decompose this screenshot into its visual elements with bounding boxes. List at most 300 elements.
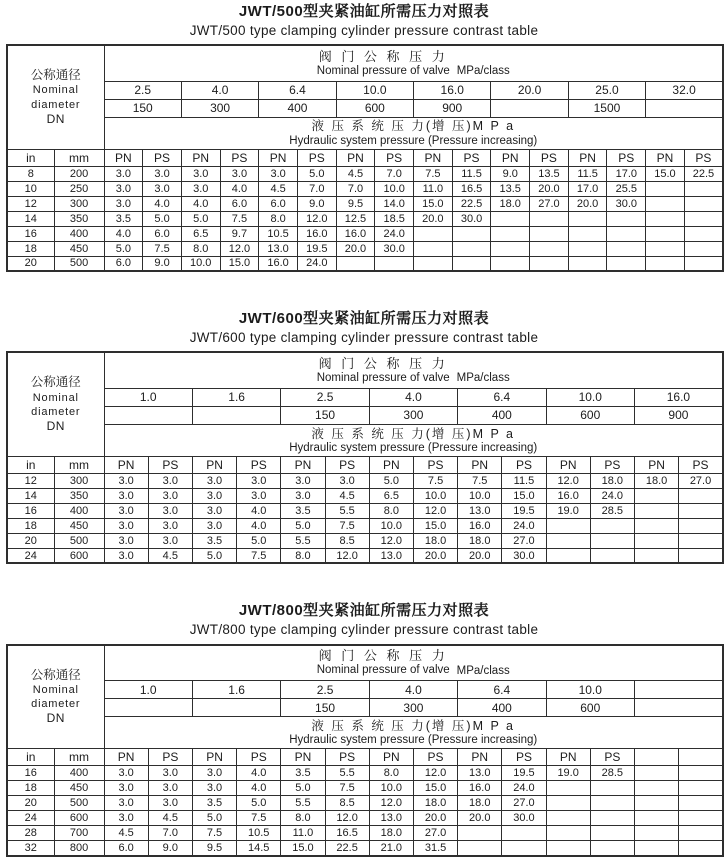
col-header-mm: mm: [54, 456, 104, 473]
mm-value-cell: 250: [54, 181, 104, 196]
data-cell: [646, 196, 685, 211]
data-cell: [458, 841, 502, 856]
class-value-cell: 300: [181, 99, 258, 117]
mm-value-cell: 400: [54, 503, 104, 518]
data-cell: [546, 826, 590, 841]
data-cell: 7.5: [414, 166, 453, 181]
data-cell: 11.5: [452, 166, 491, 181]
pnps-header-cell: PN: [458, 749, 502, 766]
hydraulic-pressure-header: [104, 717, 723, 749]
in-value-cell: 10: [7, 181, 54, 196]
pnps-header-cell: PS: [237, 749, 281, 766]
mm-value-cell: 350: [54, 488, 104, 503]
data-cell: [679, 518, 723, 533]
table-title-en: JWT/800 type clamping cylinder pressure contrast table: [189, 622, 539, 638]
pnps-header-cell: PN: [634, 456, 678, 473]
data-cell: 15.0: [220, 256, 259, 271]
data-cell: 10.0: [458, 488, 502, 503]
data-cell: 19.5: [502, 503, 546, 518]
data-cell: 8.0: [369, 766, 413, 781]
data-cell: 18.0: [413, 533, 457, 548]
nominal-diameter-dn: DN: [46, 711, 65, 726]
in-value-cell: 18: [7, 241, 54, 256]
mm-value-cell: 450: [54, 781, 104, 796]
data-cell: 15.0: [502, 488, 546, 503]
data-cell: 7.0: [297, 181, 336, 196]
data-cell: 18.5: [375, 211, 414, 226]
data-cell: 3.0: [181, 166, 220, 181]
data-cell: [568, 256, 607, 271]
pressure-value-cell: 1.0: [104, 388, 192, 406]
pnps-header-cell: PS: [325, 749, 369, 766]
data-cell: 7.0: [336, 181, 375, 196]
data-cell: 4.0: [237, 503, 281, 518]
hydraulic-pressure-header: [104, 424, 723, 456]
data-cell: [530, 211, 569, 226]
data-cell: 5.0: [369, 473, 413, 488]
data-cell: 5.5: [281, 796, 325, 811]
pnps-header-cell: PN: [192, 749, 236, 766]
pressure-value-cell: 1.6: [192, 388, 280, 406]
class-value-cell: 1500: [568, 99, 645, 117]
data-cell: 3.0: [237, 473, 281, 488]
data-cell: 3.0: [104, 811, 148, 826]
data-cell: 5.0: [281, 518, 325, 533]
data-cell: 7.5: [237, 811, 281, 826]
data-cell: [414, 256, 453, 271]
mpa-class-label: MPa/class: [456, 65, 510, 78]
data-cell: [375, 256, 414, 271]
valve-pressure-zh: 阀 门 公 称 压 力: [318, 648, 448, 664]
data-cell: 13.0: [259, 241, 298, 256]
pressure-value-cell: 2.5: [281, 388, 369, 406]
data-cell: [590, 811, 634, 826]
data-cell: 3.0: [281, 488, 325, 503]
mm-value-cell: 350: [54, 211, 104, 226]
pnps-header-cell: PS: [590, 456, 634, 473]
pressure-value-cell: 10.0: [336, 81, 413, 99]
data-cell: 3.0: [148, 766, 192, 781]
data-cell: [568, 241, 607, 256]
data-cell: 16.5: [452, 181, 491, 196]
pressure-value-cell: 4.0: [369, 388, 457, 406]
mm-value-cell: 600: [54, 811, 104, 826]
data-cell: [546, 841, 590, 856]
nominal-diameter-header: [7, 45, 104, 149]
mpa-class-label: MPa/class: [456, 664, 510, 677]
data-cell: 5.0: [104, 241, 143, 256]
data-cell: 5.0: [192, 811, 236, 826]
data-cell: 3.0: [104, 766, 148, 781]
nominal-diameter-en-2: diameter: [31, 698, 81, 711]
data-cell: [634, 796, 678, 811]
data-cell: 20.0: [568, 196, 607, 211]
data-cell: [607, 226, 646, 241]
data-cell: 12.0: [413, 766, 457, 781]
data-cell: 10.0: [181, 256, 220, 271]
data-cell: [679, 826, 723, 841]
data-cell: 3.0: [148, 781, 192, 796]
class-value-cell: [192, 406, 280, 424]
data-cell: 7.0: [148, 826, 192, 841]
data-cell: 7.5: [220, 211, 259, 226]
data-cell: 3.0: [259, 166, 298, 181]
data-cell: 31.5: [413, 841, 457, 856]
table-row: [7, 826, 723, 841]
pressure-value-cell: 20.0: [491, 81, 568, 99]
nominal-diameter-en-1: Nominal: [32, 683, 79, 696]
data-cell: 19.5: [502, 766, 546, 781]
data-cell: 3.0: [104, 796, 148, 811]
data-cell: 14.5: [237, 841, 281, 856]
data-cell: 5.0: [181, 211, 220, 226]
pnps-header-cell: PS: [530, 149, 569, 166]
data-cell: 5.0: [192, 548, 236, 563]
class-value-cell: [104, 406, 192, 424]
data-cell: 12.0: [325, 548, 369, 563]
data-cell: 7.5: [325, 781, 369, 796]
pressure-value-cell: 10.0: [546, 388, 634, 406]
data-cell: [414, 241, 453, 256]
data-cell: 6.5: [369, 488, 413, 503]
data-cell: 3.0: [192, 766, 236, 781]
class-value-cell: 150: [281, 406, 369, 424]
class-value-cell: 300: [369, 406, 457, 424]
data-cell: 3.0: [192, 488, 236, 503]
data-cell: 18.0: [458, 533, 502, 548]
data-cell: 18.0: [413, 796, 457, 811]
nominal-diameter-zh: 公称通径: [30, 375, 81, 390]
data-cell: [679, 781, 723, 796]
jwt800-table-section: [0, 602, 728, 856]
data-cell: 3.0: [104, 518, 148, 533]
data-cell: [568, 226, 607, 241]
data-cell: 28.5: [590, 766, 634, 781]
data-cell: 9.7: [220, 226, 259, 241]
class-value-cell: 150: [281, 699, 369, 717]
data-cell: 16.5: [325, 826, 369, 841]
data-cell: 3.0: [104, 166, 143, 181]
data-cell: 20.0: [458, 548, 502, 563]
class-value-cell: 900: [634, 406, 722, 424]
nominal-diameter-zh: 公称通径: [30, 68, 81, 83]
data-cell: 10.0: [369, 781, 413, 796]
valve-pressure-zh: 阀 门 公 称 压 力: [318, 355, 448, 371]
data-cell: 8.0: [281, 811, 325, 826]
data-cell: 27.0: [502, 796, 546, 811]
data-cell: [679, 796, 723, 811]
data-cell: 3.0: [148, 533, 192, 548]
data-cell: 3.0: [220, 166, 259, 181]
data-cell: 7.5: [458, 473, 502, 488]
data-cell: 3.0: [325, 473, 369, 488]
data-cell: [590, 781, 634, 796]
in-value-cell: 16: [7, 503, 54, 518]
data-cell: [634, 533, 678, 548]
nominal-diameter-en-1: Nominal: [32, 391, 79, 404]
data-cell: 13.0: [458, 766, 502, 781]
pnps-header-cell: PS: [297, 149, 336, 166]
data-cell: 7.5: [325, 518, 369, 533]
mm-value-cell: 400: [54, 226, 104, 241]
pnps-header-cell: PN: [104, 749, 148, 766]
pnps-header-cell: PS: [148, 749, 192, 766]
mm-value-cell: 450: [54, 241, 104, 256]
table-row: [7, 796, 723, 811]
data-cell: 5.0: [237, 533, 281, 548]
mm-value-cell: 200: [54, 166, 104, 181]
table-row: [7, 766, 723, 781]
data-cell: 12.0: [546, 473, 590, 488]
hydraulic-pressure-header: [104, 117, 723, 149]
pnps-header-cell: PS: [607, 149, 646, 166]
data-cell: 30.0: [607, 196, 646, 211]
data-cell: 18.0: [458, 796, 502, 811]
col-header-mm: mm: [54, 749, 104, 766]
pnps-header-cell: PS: [590, 749, 634, 766]
table-row: [7, 166, 723, 181]
data-cell: 4.0: [104, 226, 143, 241]
pressure-value-cell: 25.0: [568, 81, 645, 99]
data-cell: [684, 241, 723, 256]
data-cell: 4.5: [148, 548, 192, 563]
valve-pressure-zh: 阀 门 公 称 压 力: [318, 48, 448, 64]
pnps-header-cell: PS: [452, 149, 491, 166]
class-value-cell: 600: [336, 99, 413, 117]
class-value-cell: [491, 99, 568, 117]
data-cell: 12.0: [369, 533, 413, 548]
hydraulic-pressure-zh: 液 压 系 统 压 力(增 压)M P a: [311, 426, 515, 441]
mm-value-cell: 500: [54, 533, 104, 548]
class-value-cell: 150: [104, 99, 181, 117]
table-row: [7, 503, 723, 518]
in-value-cell: 16: [7, 766, 54, 781]
in-value-cell: 20: [7, 256, 54, 271]
data-cell: [546, 796, 590, 811]
pressure-value-cell: 10.0: [546, 681, 634, 699]
hydraulic-pressure-en: Hydraulic system pressure (Pressure increasing): [289, 134, 538, 147]
data-cell: [491, 241, 530, 256]
data-cell: [590, 518, 634, 533]
table-row: [7, 241, 723, 256]
data-cell: [336, 256, 375, 271]
data-cell: 27.0: [502, 533, 546, 548]
pnps-header-cell: PN: [259, 149, 298, 166]
class-value-cell: 300: [369, 699, 457, 717]
data-cell: 3.0: [192, 781, 236, 796]
class-value-cell: 600: [546, 699, 634, 717]
pnps-header-cell: PS: [502, 749, 546, 766]
col-header-mm: mm: [54, 149, 104, 166]
data-cell: [646, 181, 685, 196]
pnps-header-cell: PN: [281, 456, 325, 473]
data-cell: 20.0: [414, 211, 453, 226]
table-title-zh: JWT/600型夹紧油缸所需压力对照表: [238, 310, 490, 328]
data-cell: 6.0: [220, 196, 259, 211]
data-cell: 8.0: [369, 503, 413, 518]
data-cell: 18.0: [590, 473, 634, 488]
data-cell: 4.5: [148, 811, 192, 826]
data-cell: 10.0: [369, 518, 413, 533]
data-cell: 11.0: [414, 181, 453, 196]
in-value-cell: 20: [7, 533, 54, 548]
data-cell: [590, 548, 634, 563]
pressure-value-cell: 2.5: [104, 81, 181, 99]
valve-pressure-header: [104, 45, 723, 81]
col-header-in: in: [7, 456, 54, 473]
pressure-value-cell: 1.6: [192, 681, 280, 699]
data-cell: 9.5: [336, 196, 375, 211]
data-cell: 16.0: [259, 256, 298, 271]
data-cell: 24.0: [502, 518, 546, 533]
data-cell: 9.0: [148, 841, 192, 856]
in-value-cell: 28: [7, 826, 54, 841]
data-cell: 4.0: [237, 781, 281, 796]
data-cell: 19.5: [297, 241, 336, 256]
class-value-cell: [634, 699, 722, 717]
pnps-header-cell: PN: [458, 456, 502, 473]
data-cell: 15.0: [413, 781, 457, 796]
table-title-zh: JWT/500型夹紧油缸所需压力对照表: [238, 3, 490, 20]
class-value-cell: 400: [259, 99, 336, 117]
data-cell: 16.0: [546, 488, 590, 503]
class-value-cell: [104, 699, 192, 717]
data-cell: [546, 518, 590, 533]
data-cell: 15.0: [281, 841, 325, 856]
data-cell: 6.0: [104, 841, 148, 856]
data-cell: [634, 841, 678, 856]
data-cell: 15.0: [414, 196, 453, 211]
data-cell: 3.0: [148, 473, 192, 488]
data-cell: 10.5: [237, 826, 281, 841]
pressure-value-cell: 16.0: [634, 388, 722, 406]
pnps-header-cell: PN: [104, 149, 143, 166]
data-cell: 20.0: [458, 811, 502, 826]
data-cell: [679, 841, 723, 856]
class-value-cell: 400: [458, 699, 546, 717]
data-cell: [607, 241, 646, 256]
data-cell: [646, 256, 685, 271]
data-cell: 3.0: [281, 473, 325, 488]
data-cell: [634, 488, 678, 503]
data-cell: [491, 211, 530, 226]
data-cell: [546, 533, 590, 548]
data-cell: [452, 226, 491, 241]
data-cell: 21.0: [369, 841, 413, 856]
data-cell: 13.0: [458, 503, 502, 518]
data-cell: 3.0: [192, 473, 236, 488]
valve-pressure-en: Nominal pressure of valve: [316, 64, 450, 77]
mm-value-cell: 600: [54, 548, 104, 563]
mm-value-cell: 300: [54, 196, 104, 211]
data-cell: [452, 241, 491, 256]
pnps-header-cell: PS: [143, 149, 182, 166]
table-row: [7, 841, 723, 856]
pnps-header-cell: PN: [369, 749, 413, 766]
data-cell: [590, 796, 634, 811]
data-cell: 27.0: [413, 826, 457, 841]
data-cell: 5.0: [297, 166, 336, 181]
data-cell: 4.0: [181, 196, 220, 211]
data-cell: [684, 181, 723, 196]
data-cell: 12.0: [325, 811, 369, 826]
pressure-value-cell: 6.4: [259, 81, 336, 99]
data-cell: 4.5: [336, 166, 375, 181]
data-cell: 27.0: [679, 473, 723, 488]
pnps-header-cell: PS: [375, 149, 414, 166]
data-cell: 24.0: [375, 226, 414, 241]
data-cell: [634, 811, 678, 826]
table-row: [7, 781, 723, 796]
data-cell: 5.0: [143, 211, 182, 226]
data-cell: 3.5: [104, 211, 143, 226]
in-value-cell: 18: [7, 518, 54, 533]
table-row: [7, 548, 723, 563]
data-cell: 13.0: [369, 548, 413, 563]
data-cell: 5.0: [281, 781, 325, 796]
pressure-value-cell: 6.4: [458, 681, 546, 699]
pnps-header-cell: PN: [646, 149, 685, 166]
pnps-header-cell: PS: [684, 149, 723, 166]
data-cell: 9.0: [491, 166, 530, 181]
data-cell: [634, 518, 678, 533]
data-cell: 11.0: [281, 826, 325, 841]
jwt600-table-section: [0, 310, 728, 564]
data-cell: [530, 256, 569, 271]
nominal-diameter-en-2: diameter: [31, 405, 81, 418]
data-cell: 12.0: [413, 503, 457, 518]
in-value-cell: 24: [7, 548, 54, 563]
data-cell: 18.0: [634, 473, 678, 488]
data-cell: 4.0: [237, 766, 281, 781]
pnps-header-cell: PN: [104, 456, 148, 473]
data-cell: 3.5: [192, 533, 236, 548]
data-cell: 30.0: [452, 211, 491, 226]
pnps-header-cell: PS: [502, 456, 546, 473]
nominal-diameter-dn: DN: [46, 112, 65, 127]
in-value-cell: 20: [7, 796, 54, 811]
data-cell: 3.5: [192, 796, 236, 811]
data-cell: 7.5: [192, 826, 236, 841]
data-cell: 11.5: [568, 166, 607, 181]
pnps-header-cell: PS: [325, 456, 369, 473]
hydraulic-pressure-zh: 液 压 系 统 压 力(增 压)M P a: [311, 119, 516, 134]
data-cell: [634, 826, 678, 841]
nominal-diameter-dn: DN: [46, 419, 65, 434]
data-cell: 6.0: [259, 196, 298, 211]
pressure-table-jwt500: [6, 44, 724, 272]
data-cell: [590, 533, 634, 548]
hydraulic-pressure-en: Hydraulic system pressure (Pressure increasing): [289, 441, 538, 454]
pnps-header-cell: [634, 749, 678, 766]
pnps-header-cell: PS: [413, 456, 457, 473]
data-cell: [452, 256, 491, 271]
data-cell: [646, 241, 685, 256]
data-cell: [414, 226, 453, 241]
data-cell: 3.5: [281, 766, 325, 781]
data-cell: [679, 548, 723, 563]
data-cell: [646, 211, 685, 226]
data-cell: [679, 811, 723, 826]
data-cell: 7.5: [143, 241, 182, 256]
data-cell: 8.5: [325, 533, 369, 548]
hydraulic-pressure-zh: 液 压 系 统 压 力(增 压)M P a: [311, 718, 515, 733]
data-cell: [530, 241, 569, 256]
class-value-cell: [646, 99, 723, 117]
pnps-header-cell: PN: [546, 749, 590, 766]
pnps-header-cell: PS: [237, 456, 281, 473]
data-cell: 16.0: [458, 518, 502, 533]
